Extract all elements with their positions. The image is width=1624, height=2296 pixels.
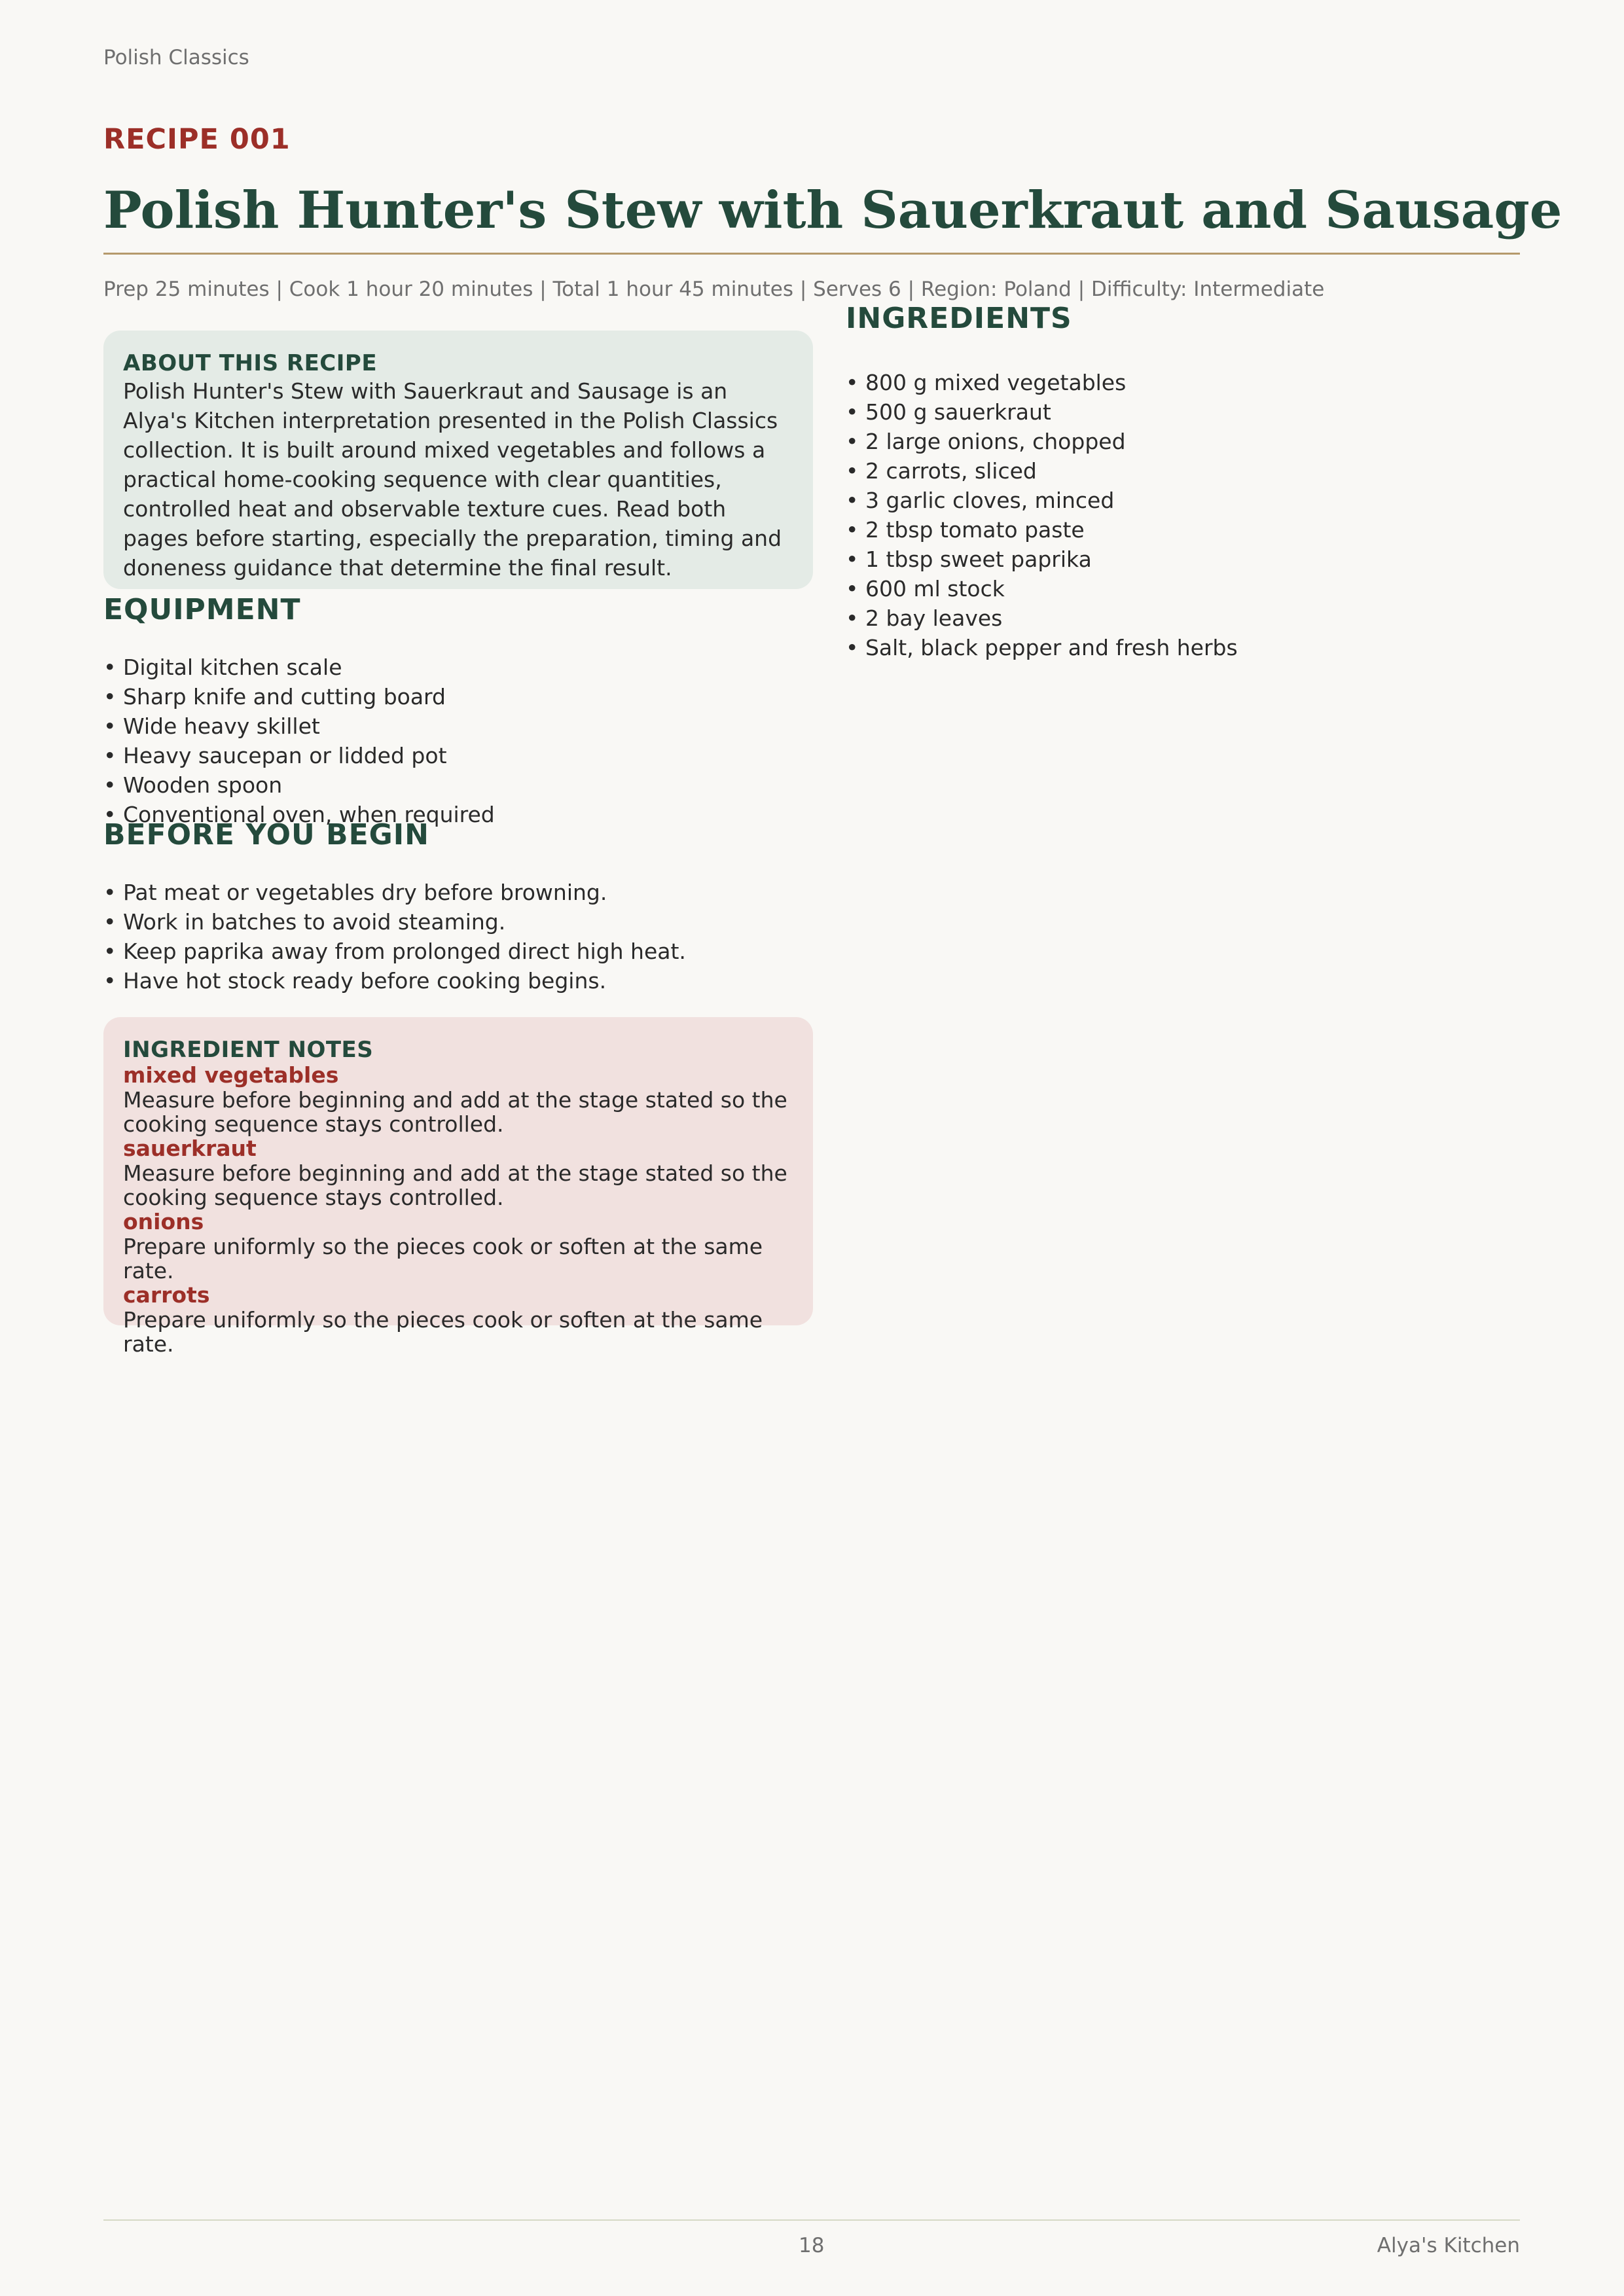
list-item: • Pat meat or vegetables dry before browning. [103,878,686,907]
list-item: • 1 tbsp sweet paprika [846,545,1238,574]
list-item: • Wooden spoon [103,770,495,800]
page-number: 18 [799,2234,825,2257]
footer-divider [103,2219,1520,2221]
running-head: Polish Classics [103,46,249,69]
note-name: mixed vegetables [123,1062,339,1088]
before-you-begin-heading: BEFORE YOU BEGIN [103,818,429,852]
ingredients-list [846,368,1238,662]
list-item: • 2 tbsp tomato paste [846,515,1238,545]
list-item: • 2 bay leaves [846,603,1238,633]
list-item: • 500 g sauerkraut [846,397,1238,427]
equipment-heading: EQUIPMENT [103,593,301,626]
ingredient-notes-heading: INGREDIENT NOTES [123,1037,374,1063]
note-name: onions [123,1209,204,1234]
page-title: Polish Hunter's Stew with Sauerkraut and Sausage [103,181,1562,240]
footer-brand: Alya's Kitchen [1377,2234,1520,2257]
list-item: • Digital kitchen scale [103,653,495,682]
ingredient-notes-box [103,1017,813,1357]
list-item: • Have hot stock ready before cooking begins. [103,966,686,996]
note-text: Prepare uniformly so the pieces cook or soften at the same rate. [123,1307,763,1357]
about-heading: ABOUT THIS RECIPE [123,350,378,376]
list-item: • Salt, black pepper and fresh herbs [846,633,1238,662]
list-item: • 3 garlic cloves, minced [846,486,1238,515]
note-name: carrots [123,1282,210,1308]
note-text: Measure before beginning and add at the stage stated so the cooking sequence stays controlled. [123,1087,787,1137]
list-item: • Work in batches to avoid steaming. [103,907,686,937]
about-box [103,331,813,589]
title-divider [103,253,1520,255]
about-text: Polish Hunter's Stew with Sauerkraut and Sausage is an Alya's Kitchen interpretation presented in the Polish Classics collection. It is built around mixed vegetables and follows a practical home-cooking sequence with clear quantities, controlled heat and observable texture cues. Read both pages before starting, especially the preparation, timing and doneness guidance that determine the final result. [123,378,782,581]
list-item: • Sharp knife and cutting board [103,682,495,711]
list-item: • Conventional oven, when required [103,800,495,829]
list-item: • 800 g mixed vegetables [846,368,1238,397]
list-item: • 2 carrots, sliced [846,456,1238,486]
note-text: Measure before beginning and add at the stage stated so the cooking sequence stays controlled. [123,1160,787,1210]
recipe-number: RECIPE 001 [103,123,291,156]
list-item: • Heavy saucepan or lidded pot [103,741,495,770]
list-item: • Wide heavy skillet [103,711,495,741]
note-text: Prepare uniformly so the pieces cook or soften at the same rate. [123,1234,763,1283]
recipe-meta: Prep 25 minutes | Cook 1 hour 20 minutes | Total 1 hour 45 minutes | Serves 6 | Region: Poland | Difficulty: Intermediate [103,278,1325,301]
equipment-list [103,653,495,829]
list-item: • Keep paprika away from prolonged direct high heat. [103,937,686,966]
list-item: • 2 large onions, chopped [846,427,1238,456]
ingredients-heading: INGREDIENTS [846,302,1072,335]
note-name: sauerkraut [123,1136,257,1161]
list-item: • 600 ml stock [846,574,1238,603]
before-you-begin-list [103,878,686,996]
